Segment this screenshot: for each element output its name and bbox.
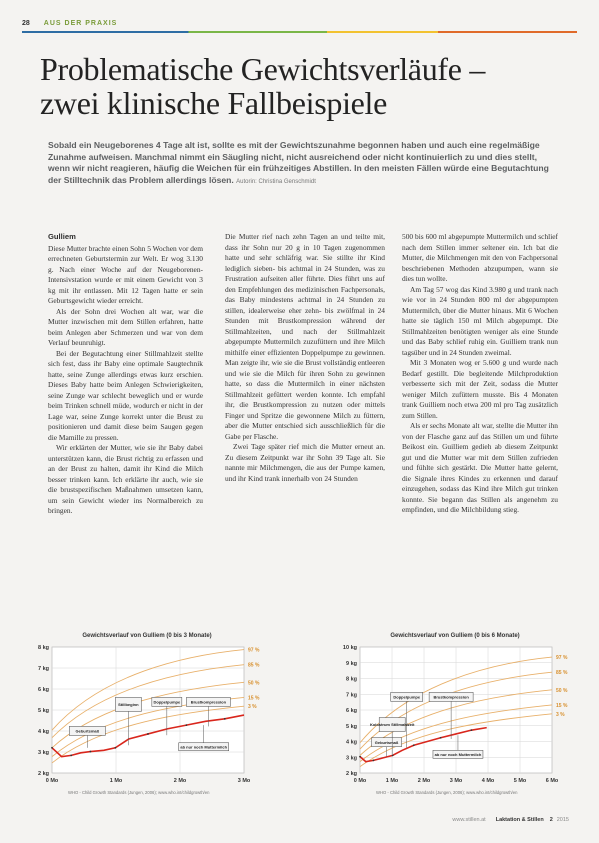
chart-source: WHO - Child Growth Standards (Jungen, 2006); www.who.int/childgrowth/en (376, 790, 518, 795)
annotation-label: ab nur noch Muttermilch (180, 744, 228, 750)
annotation-label: Kolostrum Stillmahlzeit (369, 722, 415, 728)
weight-point (224, 718, 226, 720)
percentile-label: 15 % (556, 702, 568, 709)
weight-point (147, 733, 149, 735)
y-tick-label: 10 kg (342, 645, 357, 651)
growth-chart-svg (330, 641, 580, 789)
y-tick-label: 3 kg (345, 755, 357, 762)
issue-number: 2 (549, 817, 553, 823)
annotation-label: Doppelpumpe (153, 699, 181, 705)
y-tick-label: 4 kg (37, 729, 49, 735)
column-2: Die Mutter rief nach zehn Tagen an und teilte mit, dass ihr Sohn nur 20 g in 10 Tagen zugenommen hatte und sehr schläfrig war. Sie stillte ihr Kind lediglich sieben- bis achtmal in 24 Stunden, was zu Frustration aufseiten aller führte. Dies führt uns auf den Empfehlungen des medizinischen Fachpersonals, das Baby mindestens achtmal in 24 Stunden zu stillen, idealerweise eher zehn- bis zwölfmal in 24 Stunden mit Brustkompression während der Stillmahlzeiten, und nach der Stillmahlzeit abgepumpte Muttermilch zuzufüttern und ihre Milch mithilfe einer effizienten Doppelpumpe zu gewinnen. Man zeigte ihr, wie sie die Brust vollständig entleeren und wie sie die Milch für ihren Sohn zu gewinnen hatte, so dass die Muttermilch in einer nächsten Stillmahlzeit gefüttert werden konnte. Ich empfahl ihr, die Brustkompression zu nutzen oder mittels Finger und Spritze die gewonnene Milch zu füttern, aber die Mutter entschied sich ausschließlich für die Gabe per Flasche. Zwei Tage später rief mich die Mutter erneut an. Zu diesem Zeitpunkt war ihr Sohn 39 Tage alt. Sie nannte mir Milchmengen, die aus der Pumpe kamen, und ihr Kind trank innerhalb von 24 Stunden (225, 232, 385, 483)
y-tick-label: 2 kg (345, 771, 357, 777)
author-line: Autorin: Christina Genschmidt (236, 178, 316, 185)
y-tick-label: 2 kg (37, 771, 49, 777)
column-1: Gulliem Diese Mutter brachte einen Sohn 5 Wochen vor dem errechneten Geburtstermin zur Welt. Er wog 3.130 g. Nach einer Woche auf der Neugeborenen-Intensivstation wurde er mit einem Gewicht von 3 kg mit ihr entlassen. Mit 12 Tagen hatte er sein Geburtsgewicht wieder erreicht. Als der Sohn drei Wochen alt war, war die Mutter inzwischen mit dem Stillen erfahren, hatte beim Anlegen aber Schmerzen und war von dem Verlauf beunruhigt. Bei der Begutachtung einer Stillmahlzeit stellte sich fest, dass ihr Baby eine optimale Saugtechnik hatte, seine Zunge allerdings etwas kurz erschien. Dieses Baby hatte beim Anlegen Schwierigkeiten, seine Zunge war schlecht beweglich und er wurde beim Trinken schnell müde, wodurch er nicht in der Lage war, seine Zunge korrekt unter die Brust zu positionieren und damit diese beim Saugen gegen die Mamille zu pressen. Wir erklärten der Mutter, wie sie ihr Baby dabei unterstützen kann, die Brust richtig zu erfassen und an der Brust zu halten, damit ihr Kind die Milch besser trinken kann. Ich erklärte ihr auch, wie sie die brustspezifischen Maßnahmen umsetzen kann, um sein Gewicht wieder ins Normalbereich zu bringen. (48, 232, 203, 515)
x-tick-label: 6 Mo (545, 778, 559, 784)
weight-point (392, 754, 394, 756)
annotation-label: Geburtsmaß (75, 728, 100, 734)
weight-point (51, 747, 53, 749)
weight-chart-0-6-months (330, 633, 580, 793)
x-tick-label: 0 Mo (45, 778, 59, 784)
color-rule (22, 31, 577, 33)
y-tick-label: 8 kg (37, 645, 49, 651)
footer-url: www.stillen.at (452, 817, 486, 823)
y-tick-label: 5 kg (345, 723, 357, 730)
y-tick-label: 5 kg (37, 708, 49, 714)
weight-point (470, 729, 472, 731)
article-lead: Sobald ein Neugeborenes 4 Tage alt ist, sollte es mit der Gewichtszunahme begonnen haben und auch eine regelmäßige Zunahme aufweisen. Manchmal nimmt ein Säugling nicht, nicht ausreichend oder nicht kontinuierlich zu und dies stellt, wenn wir nicht reagieren, häufig die Weichen für ein frühzeitiges Abstillen. In den meisten Fällen würde eine Begutachtung der Stilltechnik das Problem allerdings lösen. Autorin: Christina Genschmidt (48, 140, 549, 185)
x-tick-label: 0 Mo (353, 778, 367, 784)
magazine-name: Laktation & Stillen (495, 817, 544, 823)
column-3: 500 bis 600 ml abgepumpte Muttermilch und schlief nach dem Stillen immer seltener ein. Ich bat die Mutter, die Milchmengen mit den von Fachpersonal beschriebenen Methoden abzupumpen, wann sie dies tun wollte. Am Tag 57 wog das Kind 3.980 g und trank nach wie vor in 24 Stunden 800 ml der abgepumpten Muttermilch, über die Mutter hinaus. Mit 6 Wochen hatte sie täglich 150 ml Milch abgepumpt. Die Stillmahlzeiten benötigten weniger als eine Stunde und das Baby schlief ruhig ein. Guilliem trank nun tagsüber und in 24 Stunden zweimal. Mit 3 Monaten wog er 5.600 g und wurde nach Bedarf gestillt. Die begleitende Milchproduktion verbesserte sich mit der Zeit, sodass die Mutter weniger Milch zufüttern musste. Bis 4 Monaten trank Guilliem noch etwa 200 ml pro Tag zusätzlich zum Stillen. Als er sechs Monate alt war, stellte die Mutter ihn von der Flasche ganz auf das Stillen um und führte Beikost ein. Guilliem gedieh ab diesem Zeitpunkt gut und die Mutter war mit dem Stillen zufrieden und fühlte sich gestärkt. Die Mutter hatte gelernt, die Signale ihres Kindes zu erkennen und darauf einzugehen, sodass das Kind ihre Milch gut trinken konnte. Sie begann das Stillen als angenehm zu empfinden, und die Milchbildung stieg. (402, 232, 558, 514)
weight-point (90, 751, 92, 753)
y-tick-label: 9 kg (345, 660, 357, 667)
x-tick-label: 2 Mo (417, 778, 431, 784)
annotation-label: Brustkompression (190, 699, 227, 705)
weight-point (114, 747, 116, 749)
y-tick-label: 7 kg (37, 666, 49, 672)
case-heading: Gulliem (48, 232, 76, 241)
chart-source: WHO - Child Growth Standards (Jungen, 2006); www.who.int/childgrowth/en (68, 790, 210, 795)
percentile-label: 15 % (248, 695, 260, 702)
annotation-label: Stillbeginn (118, 702, 139, 707)
issue-year: 2015 (556, 817, 569, 823)
weight-point (186, 724, 188, 726)
x-tick-label: 1 Mo (385, 778, 399, 784)
page-number: 28 (22, 19, 30, 27)
y-tick-label: 6 kg (345, 708, 357, 714)
percentile-label: 97 % (248, 647, 260, 654)
chart-title: Gewichtsverlauf von Gulliem (0 bis 6 Monate) (390, 633, 520, 639)
x-tick-label: 5 Mo (513, 778, 527, 784)
weight-point (440, 737, 442, 739)
x-tick-label: 2 Mo (173, 778, 187, 784)
y-tick-label: 3 kg (37, 750, 49, 756)
weight-point (359, 756, 361, 758)
percentile-label: 50 % (248, 680, 260, 687)
annotation-label: Brustkompression (433, 694, 469, 700)
annotation-label: Geburtsmaß (374, 739, 399, 745)
x-tick-label: 3 Mo (237, 778, 251, 784)
percentile-label: 97 % (556, 655, 568, 662)
weight-chart-0-3-months (22, 633, 272, 793)
y-tick-label: 8 kg (345, 676, 357, 683)
percentile-label: 85 % (556, 670, 568, 677)
x-tick-label: 1 Mo (109, 778, 123, 784)
article-title: Problematische Gewichtsverläufe – zwei klinische Fallbeispiele (40, 51, 486, 121)
weight-point (413, 744, 415, 746)
x-tick-label: 4 Mo (481, 778, 495, 784)
annotation-label: Doppelpumpe (393, 694, 421, 700)
x-tick-label: 3 Mo (449, 778, 463, 784)
y-tick-label: 4 kg (345, 739, 357, 746)
percentile-label: 3 % (556, 711, 565, 718)
page-header (22, 18, 117, 28)
percentile-label: 3 % (248, 704, 257, 711)
percentile-label: 85 % (248, 662, 260, 669)
section-label: AUS DER PRAXIS (43, 19, 118, 27)
percentile-label: 50 % (556, 687, 568, 694)
growth-chart-svg (22, 641, 272, 789)
y-tick-label: 7 kg (345, 692, 357, 699)
article-body (48, 232, 558, 612)
weight-point (373, 760, 375, 762)
weight-point (70, 754, 72, 756)
page-footer (452, 817, 569, 823)
annotation-label: ab nur noch Muttermilch (434, 751, 482, 757)
chart-title: Gewichtsverlauf von Gulliem (0 bis 3 Monate) (82, 633, 212, 639)
y-tick-label: 6 kg (37, 687, 49, 693)
